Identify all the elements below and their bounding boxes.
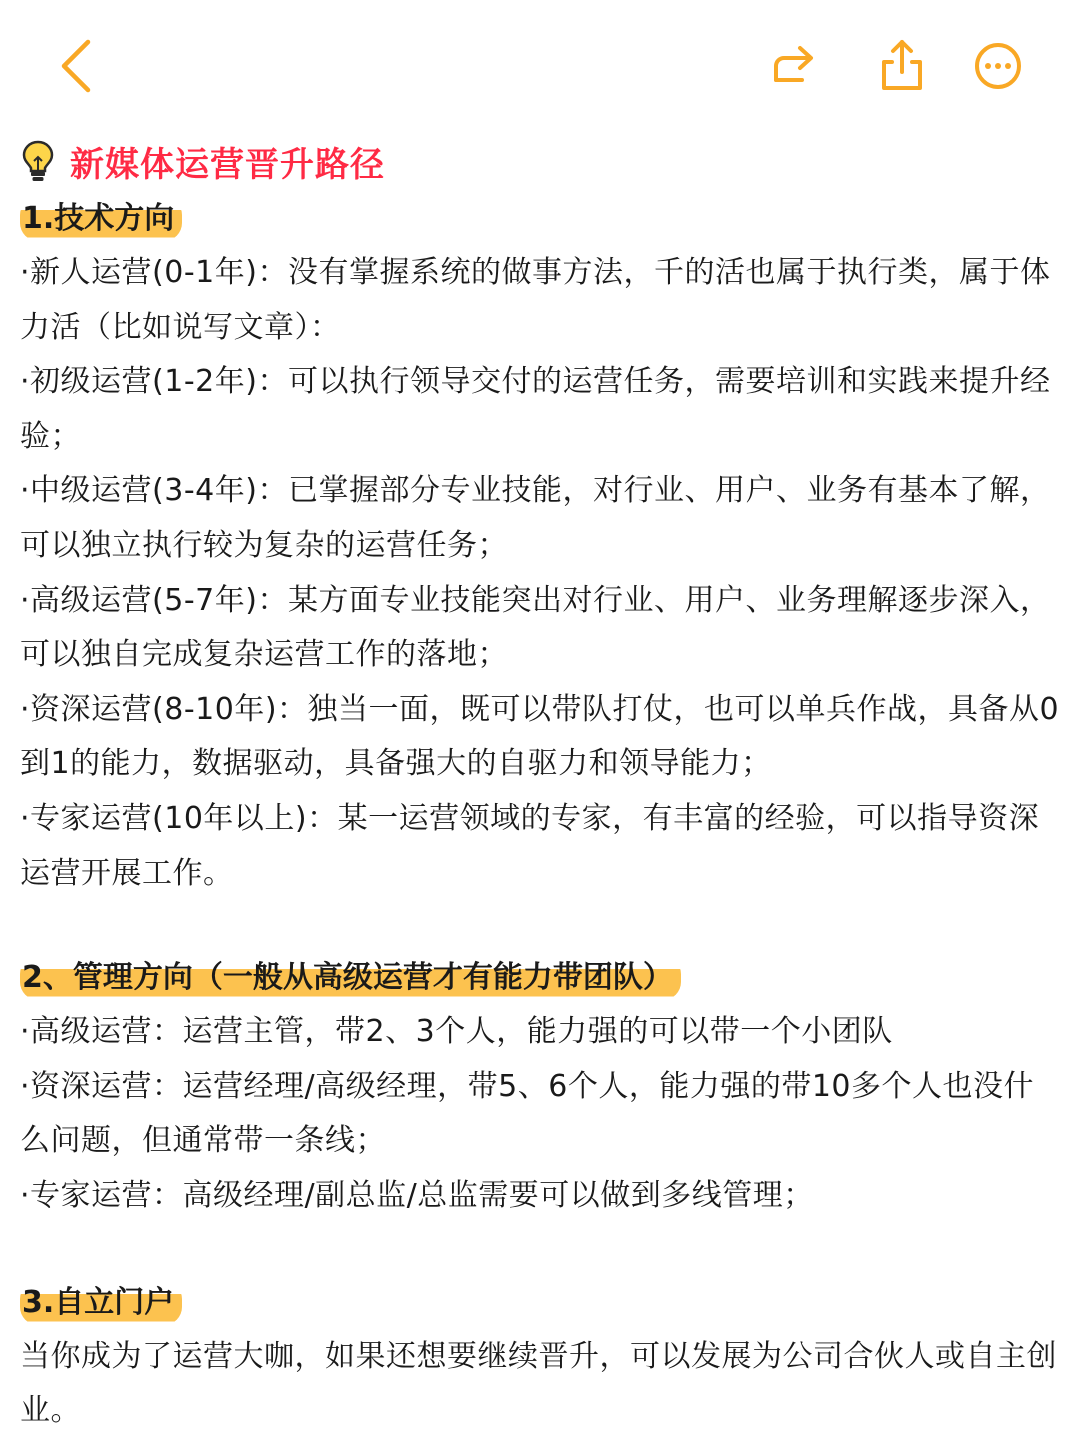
list-item: ·新人运营(0-1年)：没有掌握系统的做事方法，千的活也属于执行类，属于体力活（比如说写文章）： (20, 255, 1051, 345)
list-item: ·高级运营(5-7年)：某方面专业技能突出对行业、用户、业务理解逐步深入，可以独自完成复杂运营工作的落地； (20, 582, 1051, 673)
page-title: 新媒体运营晋升路径 (70, 144, 385, 185)
section-heading-text: 2、管理方向（一般从高级运营才有能力带团队） (20, 956, 681, 1000)
list-item: ·高级运营：运营主管，带2、3个人，能力强的可以带一个小团队 (20, 1014, 893, 1050)
note-title (20, 130, 1060, 192)
section-heading (20, 951, 1060, 1005)
list-item: ·中级运营(3-4年)：已掌握部分专业技能，对行业、用户、业务有基本了解，可以独立执行较为复杂的运营任务； (20, 473, 1051, 563)
section-heading (20, 1276, 1060, 1330)
list-item: ·资深运营(8-10年)：独当一面，既可以带队打仗，也可以单兵作战，具备从0到1的能力，数据驱动，具备强大的自驱力和领导能力； (20, 691, 1060, 782)
lightbulb-icon (20, 139, 56, 183)
back-chevron-icon[interactable] (56, 38, 96, 94)
list-item: ·资深运营：运营经理/高级经理，带5、6个人，能力强的带10多个人也没什么问题，但通常带一条线； (20, 1068, 1034, 1159)
forward-icon[interactable] (772, 44, 818, 88)
share-icon[interactable] (880, 38, 924, 92)
more-icon[interactable] (974, 42, 1022, 90)
note-content (20, 130, 1060, 1439)
list-item: ·初级运营(1-2年)：可以执行领导交付的运营任务，需要培训和实践来提升经验； (20, 364, 1051, 454)
section-heading-text: 1.技术方向 (20, 197, 182, 241)
section-entrepreneurship (20, 1276, 1060, 1439)
list-item: 当你成为了运营大咖，如果还想要继续晋升，可以发展为公司合伙人或自主创业。 (20, 1338, 1057, 1429)
section-heading (20, 192, 1060, 246)
list-item: ·专家运营：高级经理/副总监/总监需要可以做到多线管理； (20, 1177, 814, 1213)
section-management (20, 951, 1060, 1223)
section-heading-text: 3.自立门户 (20, 1281, 182, 1325)
top-nav-bar (0, 0, 1080, 130)
section-technical (20, 192, 1060, 901)
spacer (20, 1224, 1060, 1276)
spacer (20, 901, 1060, 951)
list-item: ·专家运营(10年以上)：某一运营领域的专家，有丰富的经验，可以指导资深运营开展工作。 (20, 800, 1040, 891)
